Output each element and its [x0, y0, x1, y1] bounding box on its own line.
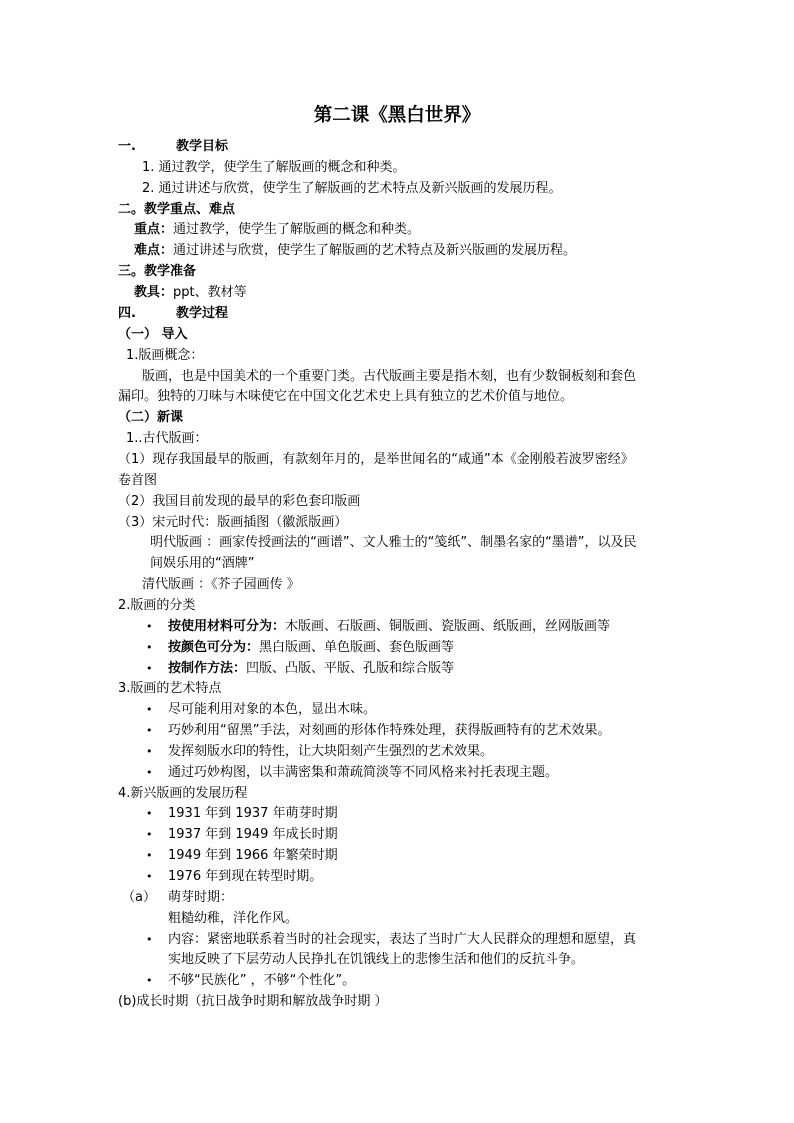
list-item: 巧妙利用“留黑”手法，对刻画的形体作特殊处理，获得版画特有的艺术效果。 — [168, 723, 611, 738]
paragraph: 版画，也是中国美术的一个重要门类。古代版画主要是指木刻，也有少数铜板刻和套色 — [142, 369, 637, 384]
bullet-icon: • — [146, 724, 153, 737]
subsection-heading: 3.版画的艺术特点 — [118, 681, 222, 696]
list-item: 1. 通过教学，使学生了解版画的概念和种类。 — [142, 160, 406, 175]
paragraph: 清代版画 ：《芥子园画传 》 — [142, 577, 300, 592]
label: 按使用材料可分为： — [168, 619, 286, 634]
subsection-heading: 2.版画的分类 — [118, 598, 196, 613]
paragraph: 明代版画 ：画家传授画法的“画谱”、文人雅士的“笺纸”、制墨名家的“墨谱”，以及民 — [150, 535, 637, 550]
paragraph — [134, 285, 247, 301]
bullet-icon: • — [146, 828, 153, 841]
bullet-icon: • — [146, 974, 153, 987]
label: 难点： — [134, 243, 174, 258]
paragraph: 1.版画概念： — [126, 348, 204, 363]
list-item: 尽可能利用对象的本色，显出木味。 — [168, 702, 377, 717]
text: 木版画、石版画、铜版画、瓷版画、纸版画，丝网版画等 — [285, 619, 611, 634]
list-item: （1）现存我国最早的版画，有款刻年月的，是举世闻名的“咸通”本《金刚般若波罗密经》 — [118, 452, 634, 467]
text: 通过讲述与欣赏，使学生了解版画的艺术特点及新兴版画的发展历程。 — [173, 243, 577, 258]
bullet-icon: • — [146, 703, 153, 716]
list-item — [168, 619, 610, 635]
list-item: 1976 年到现在转型时期。 — [168, 869, 323, 884]
label: 教具： — [134, 285, 174, 300]
paragraph: 漏印。独特的刀味与木味使它在中国文化艺术史上具有独立的艺术价值与地位。 — [118, 389, 574, 404]
label: 按制作方法： — [168, 661, 247, 676]
text: 凹版、凸版、平版、孔版和综合版等 — [246, 661, 455, 676]
label: 按颜色可分为： — [168, 640, 260, 655]
list-item: 1937 年到 1949 年成长时期 — [168, 827, 338, 842]
list-item — [168, 640, 454, 656]
bullet-icon: • — [146, 849, 153, 862]
list-item: 不够“民族化” ，不够“个性化”。 — [168, 973, 356, 988]
label: 重点： — [134, 222, 174, 237]
list-item: 卷首图 — [118, 473, 158, 488]
section-heading: 教学过程 — [176, 306, 229, 321]
bullet-icon: • — [146, 870, 153, 883]
bullet-icon: • — [146, 766, 153, 779]
text: 通过教学，使学生了解版画的概念和种类。 — [173, 222, 421, 237]
paragraph — [134, 243, 576, 259]
bullet-icon: • — [146, 745, 153, 758]
bullet-icon: • — [146, 807, 153, 820]
list-marker: （a） — [122, 890, 156, 905]
paragraph: 粗糙幼稚，洋化作风。 — [168, 911, 299, 926]
bullet-icon: • — [146, 662, 153, 675]
bullet-icon: • — [146, 933, 153, 946]
section-number: 一. — [118, 139, 136, 154]
bullet-icon: • — [146, 641, 153, 654]
list-item: 1931 年到 1937 年萌芽时期 — [168, 806, 338, 821]
paragraph: 萌芽时期： — [168, 890, 234, 905]
list-item: 1949 年到 1966 年繁荣时期 — [168, 848, 338, 863]
subsection-heading: 4.新兴版画的发展历程 — [118, 786, 248, 801]
text: 黑白版画、单色版画、套色版画等 — [259, 640, 455, 655]
list-item: （2）我国目前发现的最早的彩色套印版画 — [118, 494, 361, 509]
paragraph: 间娱乐用的“酒牌” — [150, 556, 255, 571]
page-title: 第二课《黑白世界》 — [313, 105, 481, 126]
subsection-heading: （二）新课 — [118, 410, 184, 425]
section-number: 四. — [118, 306, 136, 321]
section-heading: 三。教学准备 — [118, 264, 197, 279]
paragraph: (b)成长时期（抗日战争时期和解放战争时期 ） — [118, 994, 388, 1009]
list-item: 2. 通过讲述与欣赏，使学生了解版画的艺术特点及新兴版画的发展历程。 — [142, 181, 562, 196]
paragraph — [134, 222, 420, 238]
list-item: 实地反映了下层劳动人民挣扎在饥饿线上的悲惨生活和他们的反抗斗争。 — [168, 952, 585, 967]
section-heading: 教学目标 — [176, 139, 229, 154]
section-heading: 二。教学重点、难点 — [118, 202, 236, 217]
bullet-icon: • — [146, 620, 153, 633]
list-item: 通过巧妙构图，以丰满密集和萧疏简淡等不同风格来衬托表现主题。 — [168, 765, 559, 780]
subsection-heading: （一） 导入 — [118, 327, 188, 342]
list-item: 发挥刻版水印的特性，让大块阳刻产生强烈的艺术效果。 — [168, 744, 494, 759]
list-item — [168, 661, 454, 677]
list-item: （3）宋元时代：版画插图（徽派版画） — [118, 515, 348, 530]
paragraph: 1..古代版画： — [126, 431, 208, 446]
list-item: 内容：紧密地联系着当时的社会现实，表达了当时广大人民群众的理想和愿望，真 — [168, 932, 637, 947]
text: ppt、教材等 — [173, 285, 247, 300]
